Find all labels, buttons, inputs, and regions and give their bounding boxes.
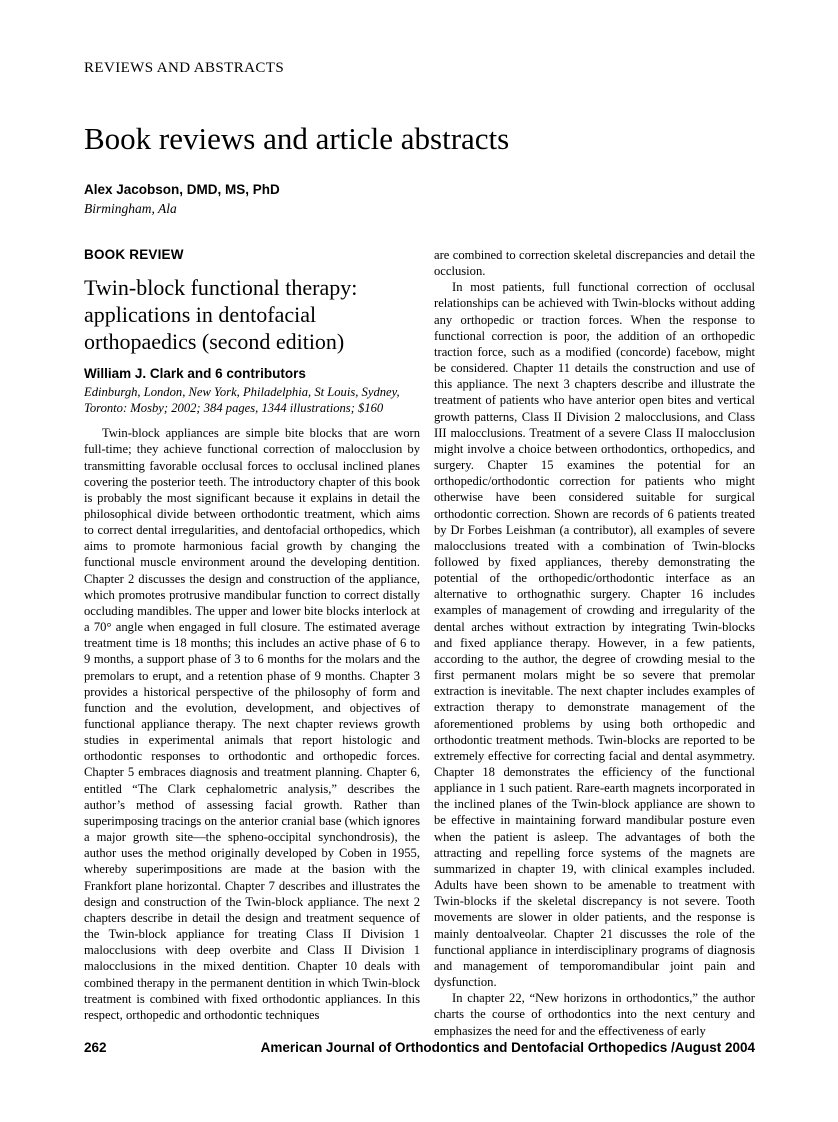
review-paragraph-continuation: are combined to correction skeletal discrepancies and detail the occlusion. xyxy=(434,248,755,279)
section-label-book-review: BOOK REVIEW xyxy=(84,247,184,262)
running-head: REVIEWS AND ABSTRACTS xyxy=(84,60,285,76)
page-number: 262 xyxy=(84,1040,107,1055)
book-authors: William J. Clark and 6 contributors xyxy=(84,366,306,381)
author-name: Alex Jacobson, DMD, MS, PhD xyxy=(84,182,280,197)
review-paragraph: In most patients, full functional correction of occlusal relationships can be achieved with Twin-blocks without adding any orthopedic or traction forces. When the response to functional correction is poor, the addition of an orthopedic traction force, such as a modified (concorde) facebow, might be considered. Chapter 11 details the construction and use of this appliance. The next 3 chapters describe and illustrate the treatment of patients who have anterior open bites and vertical growth patterns, Class II Division 2 malocclusions, and Class III malocclusions. Treatment of a severe Class II malocclusion might involve a choice between orthodontics, orthopedics, and surgery. Chapter 15 examines the potential for an orthopedic/orthodontic correction for patients who might otherwise have been considered suitable for surgical orthodontic correction. Shown are records of 6 patients treated by Dr Forbes Leishman (a contributor), all examples of severe malocclusions treated with a combination of Twin-blocks followed by fixed appliances, thereby demonstrating the potential of the orthopedic/orthodontic interface as an alternative to orthognathic surgery. Chapter 16 includes examples of management of crowding and irregularity of the dental arches without extraction by integrating Twin-blocks and fixed appliance therapy. However, in a few patients, according to the author, the degree of crowding mesial to the first permanent molars might be so severe that premolar extraction is inevitable. The next chapter includes examples of extraction therapy to demonstrate management of the aforementioned problems by using both orthopedic and orthodontic treatment methods. Twin-blocks are reported to be extremely effective for correcting facial and dental asymmetry. Chapter 18 demonstrates the efficiency of the functional appliance in 1 such patient. Rare-earth magnets incorporated in the inclined planes of the Twin-block appliance are shown to be effective in maintaining forward mandibular posture even when the patient is asleep. The advantages of both the attracting and repelling force systems of the magnets are summarized in chapter 19, with clinical examples included. Adults have been shown to be amenable to treatment with Twin-blocks if the skeletal discrepancy is not severe. Tooth movements are slower in older patients, and the response is mainly dentoalveolar. Chapter 21 discusses the role of the functional appliance in interdisciplinary programs of diagnosis and management of temporomandibular joint pain and dysfunction. xyxy=(434,280,755,990)
left-column xyxy=(84,247,420,1039)
book-title: Twin-block functional therapy: applications in dentofacial orthopaedics (second edition) xyxy=(84,275,358,354)
review-paragraph: In chapter 22, “New horizons in orthodontics,” the author charts the course of orthodontics into the next century and emphasizes the need for and the effectiveness of early xyxy=(434,991,755,1038)
author-location: Birmingham, Ala xyxy=(84,201,177,216)
page-footer xyxy=(84,1040,755,1055)
journal-citation: American Journal of Orthodontics and Dentofacial Orthopedics /August 2004 xyxy=(260,1040,755,1055)
right-column xyxy=(434,247,755,1039)
page-title: Book reviews and article abstracts xyxy=(84,121,510,156)
book-publication-info: Edinburgh, London, New York, Philadelphia, St Louis, Sydney, Toronto: Mosby; 2002; 384 pages, 1344 illustrations; $160 xyxy=(84,385,400,415)
two-column-body xyxy=(84,247,755,1039)
review-paragraph: Twin-block appliances are simple bite blocks that are worn full-time; they achieve functional correction of malocclusion by transmitting favorable occlusal forces to occlusal inclined planes covering the posterior teeth. The introductory chapter of this book is probably the most significant because it explains in detail the philosophical divide between orthodontic treatment, which aims to correct dental irregularities, and dentofacial orthopedics, which aims to promote harmonious facial growth by changing the functional muscle environment around the developing dentition. Chapter 2 discusses the design and construction of the appliance, which promotes protrusive mandibular function to correct distally occluding mandibles. The upper and lower bite blocks interlock at a 70° angle when engaged in full closure. The estimated average treatment time is 18 months; this includes an active phase of 6 to 9 months, a support phase of 3 to 6 months for the molars and the premolars to erupt, and a retention phase of 9 months. Chapter 3 provides a historical perspective of the philosophy of form and function and the evolution, development, and objectives of functional appliance therapy. The next chapter reviews growth studies in experimental animals that report histologic and orthodontic responses to orthodontic and orthopedic forces. Chapter 5 embraces diagnosis and treatment planning. Chapter 6, entitled “The Clark cephalometric analysis,” describes the author’s method of assessing facial growth. Rather than superimposing tracings on the anterior cranial base (which ignores a major growth site—the spheno-occipital synchondrosis), the author uses the method originally developed by Coben in 1955, whereby superimpositions are made at the basion with the Frankfort plane horizontal. Chapter 7 describes and illustrates the design and construction of the Twin-block appliance. The next 2 chapters describe in detail the design and treatment sequence of the Twin-block appliance for treating Class II Division 1 malocclusions with deep overbite and Class II Division 1 malocclusions in the mixed dentition. Chapter 10 deals with combined therapy in the permanent dentition in which Twin-block treatment is combined with fixed orthodontic appliances. In this respect, orthopedic and orthodontic techniques xyxy=(84,426,420,1022)
